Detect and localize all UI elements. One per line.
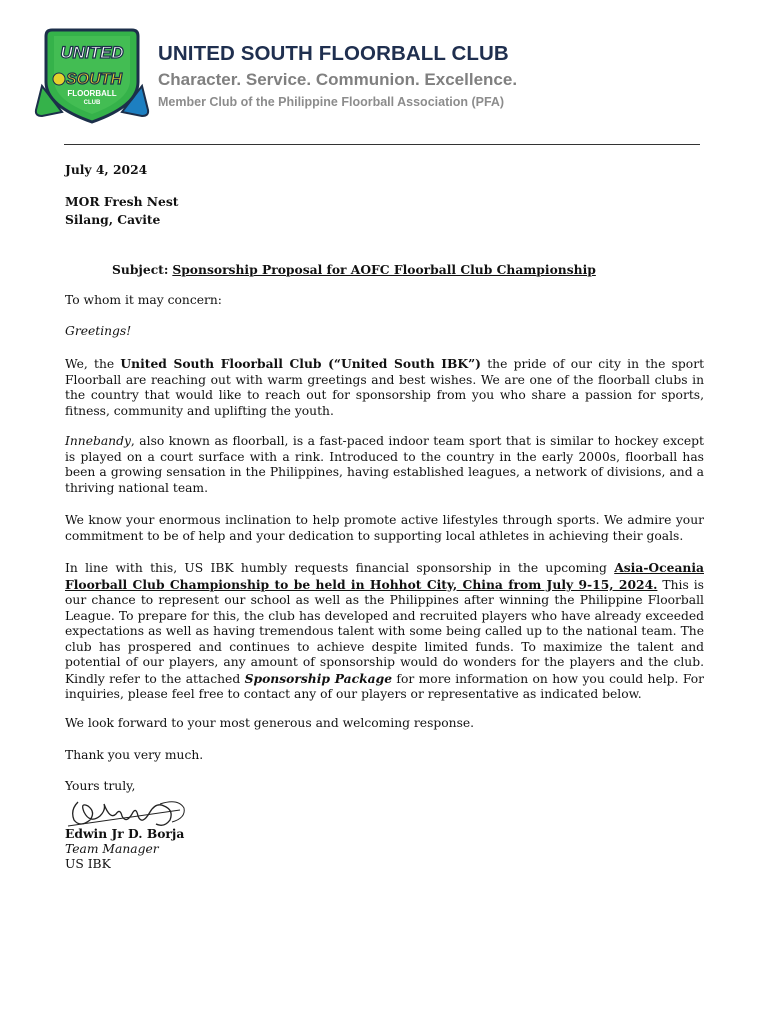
logo-text-united: UNITED	[60, 43, 124, 62]
paragraph-closing-remark: We look forward to your most generous and welcoming response.	[65, 716, 475, 730]
thank-you-line: Thank you very much.	[65, 748, 204, 762]
member-line: Member Club of the Philippine Floorball Association (PFA)	[158, 95, 505, 109]
signer-org: US IBK	[65, 857, 111, 871]
club-name: UNITED SOUTH FLOORBALL CLUB	[158, 42, 509, 65]
paragraph-request	[65, 560, 704, 703]
recipient-name: MOR Fresh Nest	[65, 194, 179, 209]
sponsorship-package-term: Sponsorship Package	[244, 670, 393, 686]
paragraph-commitment: We know your enormous inclination to help promote active lifestyles through sports. We admire your commitment to be of help and your dedication to supporting local athletes in achieving their goals.	[65, 513, 704, 543]
club-logo	[32, 24, 152, 128]
recipient-address: Silang, Cavite	[65, 212, 161, 227]
club-name-inline: United South Floorball Club (“United South IBK”)	[120, 356, 481, 371]
signer-title: Team Manager	[65, 841, 159, 856]
salutation: To whom it may concern:	[65, 293, 222, 307]
greeting: Greetings!	[65, 324, 132, 338]
paragraph-intro	[65, 356, 704, 419]
subject-line	[112, 262, 672, 279]
subject-label: Subject:	[112, 262, 169, 277]
logo-text-floorball: FLOORBALL	[67, 89, 117, 98]
p1-text-a: We, the	[65, 357, 121, 371]
p4-text-c: This is our chance to represent our school as well as the Philippines after winning the Philippine Floorball League. To prepare for this, the club has developed and recruited players who have already exceeded expectations as well as having tremendous talent with some being called up to the national team. The club has prospered and continues to achieve despite limited funds. To maximize the talent and potential of our players, any amount of sponsorship would do wonders for the players and the club. Kindly refer to the attached	[65, 577, 704, 686]
paragraph-floorball	[65, 434, 704, 496]
p4-text-a: In line with this, US IBK humbly requests financial sponsorship in the upcoming	[65, 561, 615, 575]
p4-text-e: for more information on how you could help. For inquiries, please feel free to contact any of our players or representative as indicated below.	[65, 671, 704, 701]
club-motto: Character. Service. Communion. Excellence.	[158, 70, 518, 89]
innebandy-term: Innebandy	[65, 434, 131, 448]
letter-date: July 4, 2024	[65, 162, 148, 177]
logo-text-club: CLUB	[83, 100, 101, 106]
complimentary-close: Yours truly,	[65, 779, 136, 793]
ball-icon	[53, 73, 65, 85]
header-divider	[64, 144, 700, 145]
logo-text-south: SOUTH	[66, 71, 122, 88]
subject-text: Sponsorship Proposal for AOFC Floorball Club Championship	[172, 262, 596, 277]
signer-name: Edwin Jr D. Borja	[65, 826, 185, 841]
p1-text-c: the pride of our city in the sport Floorball are reaching out with warm greetings and best wishes. We are one of the floorball clubs in the country that would like to reach out for sponsorship from you who share a passion for sports, fitness, community and uplifting the youth.	[65, 357, 705, 418]
event-highlight: Asia-Oceania Floorball Club Championship to be held in Hohhot City, China from July 9-15, 2024.	[65, 560, 704, 592]
recipient-block	[65, 193, 704, 229]
signature-block	[65, 826, 184, 873]
p2-text-b: , also known as floorball, is a fast-paced indoor team sport that is similar to hockey except is played on a court surface with a rink. Introduced to the country in the early 2000s, floorball has been a growing sensation in the Philippines, having established leagues, a network of divisions, and a thriving national team.	[65, 434, 704, 495]
